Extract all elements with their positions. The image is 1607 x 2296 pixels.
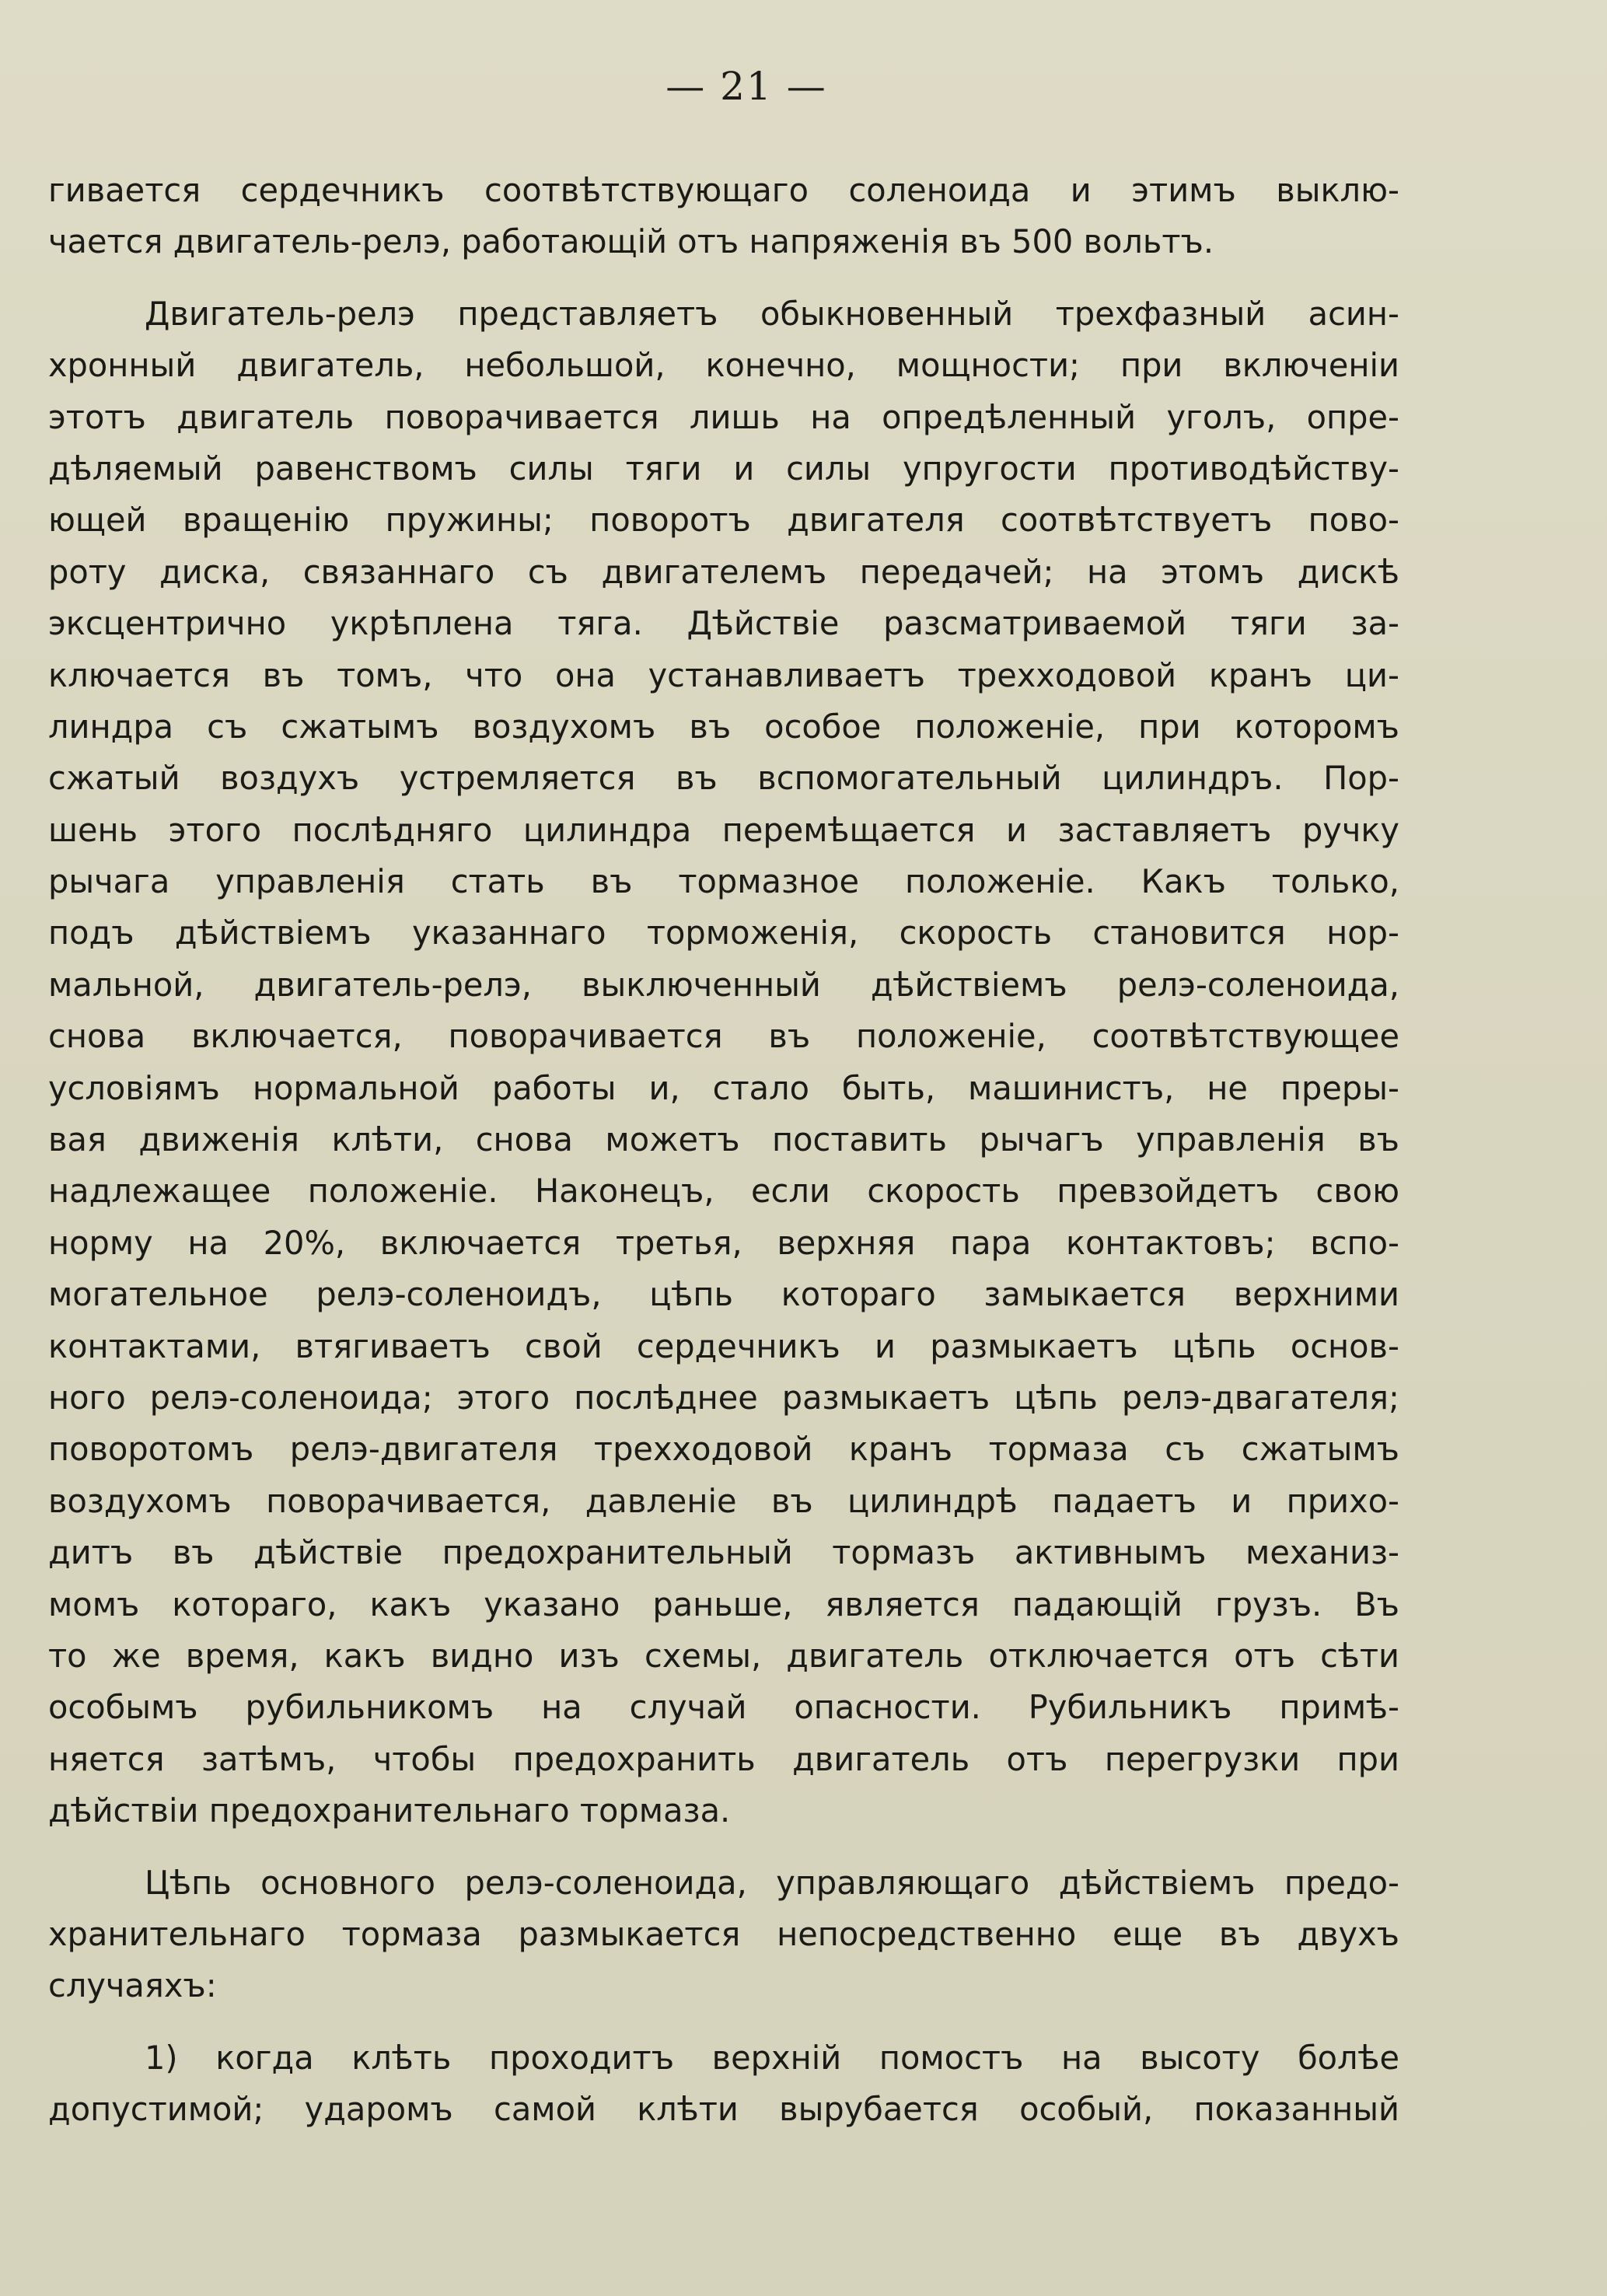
text-line: линдра съ сжатымъ воздухомъ въ особое положеніе, при которомъ [48, 707, 1399, 746]
text-line: то же время, какъ видно изъ схемы, двигатель отключается отъ сѣти [48, 1636, 1399, 1675]
text-line: гивается сердечникъ соотвѣтствующаго соленоида и этимъ выклю- [48, 171, 1399, 209]
text-line: случаяхъ: [48, 1966, 217, 2005]
text-line: момъ котораго, какъ указано раньше, является падающій грузъ. Въ [48, 1585, 1399, 1623]
text-line: дѣйствіи предохранительнаго тормаза. [48, 1791, 731, 1830]
paragraph [48, 2032, 1399, 2136]
paragraph [48, 288, 1399, 1837]
page-number: — 21 — [666, 64, 827, 109]
paragraph-gap [48, 2012, 1399, 2032]
text-line: няется затѣмъ, чтобы предохранить двигатель отъ перегрузки при [48, 1739, 1399, 1778]
text-line: роту диска, связаннаго съ двигателемъ передачей; на этомъ дискѣ [48, 552, 1399, 591]
text-line: чается двигатель-релэ, работающій отъ напряженія въ 500 вольтъ. [48, 222, 1214, 261]
text-line: допустимой; ударомъ самой клѣти вырубается особый, показанный [48, 2090, 1399, 2129]
text-line: этотъ двигатель поворачивается лишь на опредѣленный уголъ, опре- [48, 397, 1399, 436]
body-text [48, 165, 1399, 2135]
text-line: надлежащее положеніе. Наконецъ, если скорость превзойдетъ свою [48, 1172, 1399, 1211]
text-line: ного релэ-соленоида; этого послѣднее размыкаетъ цѣпь релэ-двагателя; [48, 1378, 1399, 1417]
text-line: ющей вращенію пружины; поворотъ двигателя соотвѣтствуетъ пово- [48, 501, 1399, 540]
text-line: дѣляемый равенствомъ силы тяги и силы упругости противодѣйству- [48, 449, 1399, 488]
text-line: снова включается, поворачивается въ положеніе, соотвѣтствующее [48, 1017, 1399, 1056]
text-line: подъ дѣйствіемъ указаннаго торможенія, скорость становится нор- [48, 914, 1399, 952]
text-line: хронный двигатель, небольшой, конечно, мощности; при включеніи [48, 346, 1399, 385]
text-line: эксцентрично укрѣплена тяга. Дѣйствіе разсматриваемой тяги за- [48, 604, 1399, 643]
text-line: хранительнаго тормаза размыкается непосредственно еще въ двухъ [48, 1914, 1399, 1953]
text-line: ключается въ томъ, что она устанавливаетъ трехходовой кранъ ци- [48, 655, 1399, 694]
text-line: могательное релэ-соленоидъ, цѣпь котораго замыкается верхними [48, 1275, 1399, 1314]
paragraph [48, 1857, 1399, 2012]
text-line: сжатый воздухъ устремляется въ вспомогательный цилиндръ. Пор- [48, 759, 1399, 798]
text-line: Цѣпь основного релэ-соленоида, управляющаго дѣйствіемъ предо- [145, 1863, 1399, 1902]
text-line: вая движенія клѣти, снова можетъ поставить рычагъ управленія въ [48, 1120, 1399, 1159]
text-line: рычага управленія стать въ тормазное положеніе. Какъ только, [48, 862, 1399, 901]
paragraph-gap [48, 268, 1399, 288]
text-line: 1) когда клѣть проходитъ верхній помостъ на высоту болѣе [145, 2038, 1399, 2077]
text-line: поворотомъ релэ-двигателя трехходовой кранъ тормаза съ сжатымъ [48, 1430, 1399, 1469]
text-line: дитъ въ дѣйствіе предохранительный тормазъ активнымъ механиз- [48, 1533, 1399, 1572]
text-line: контактами, втягиваетъ свой сердечникъ и размыкаетъ цѣпь основ- [48, 1326, 1399, 1365]
text-line: норму на 20%, включается третья, верхняя пара контактовъ; вспо- [48, 1223, 1399, 1262]
paragraph-gap [48, 1837, 1399, 1857]
paragraph [48, 165, 1399, 268]
text-line: воздухомъ поворачивается, давленіе въ цилиндрѣ падаетъ и прихо- [48, 1481, 1399, 1520]
text-line: особымъ рубильникомъ на случай опасности. Рубильникъ примѣ- [48, 1688, 1399, 1727]
text-line: шень этого послѣдняго цилиндра перемѣщается и заставляетъ ручку [48, 810, 1399, 849]
text-line: Двигатель-релэ представляетъ обыкновенный трехфазный асин- [145, 294, 1399, 333]
text-line: мальной, двигатель-релэ, выключенный дѣйствіемъ релэ-соленоида, [48, 965, 1399, 1004]
text-line: условіямъ нормальной работы и, стало быть, машинистъ, не преры- [48, 1068, 1399, 1107]
